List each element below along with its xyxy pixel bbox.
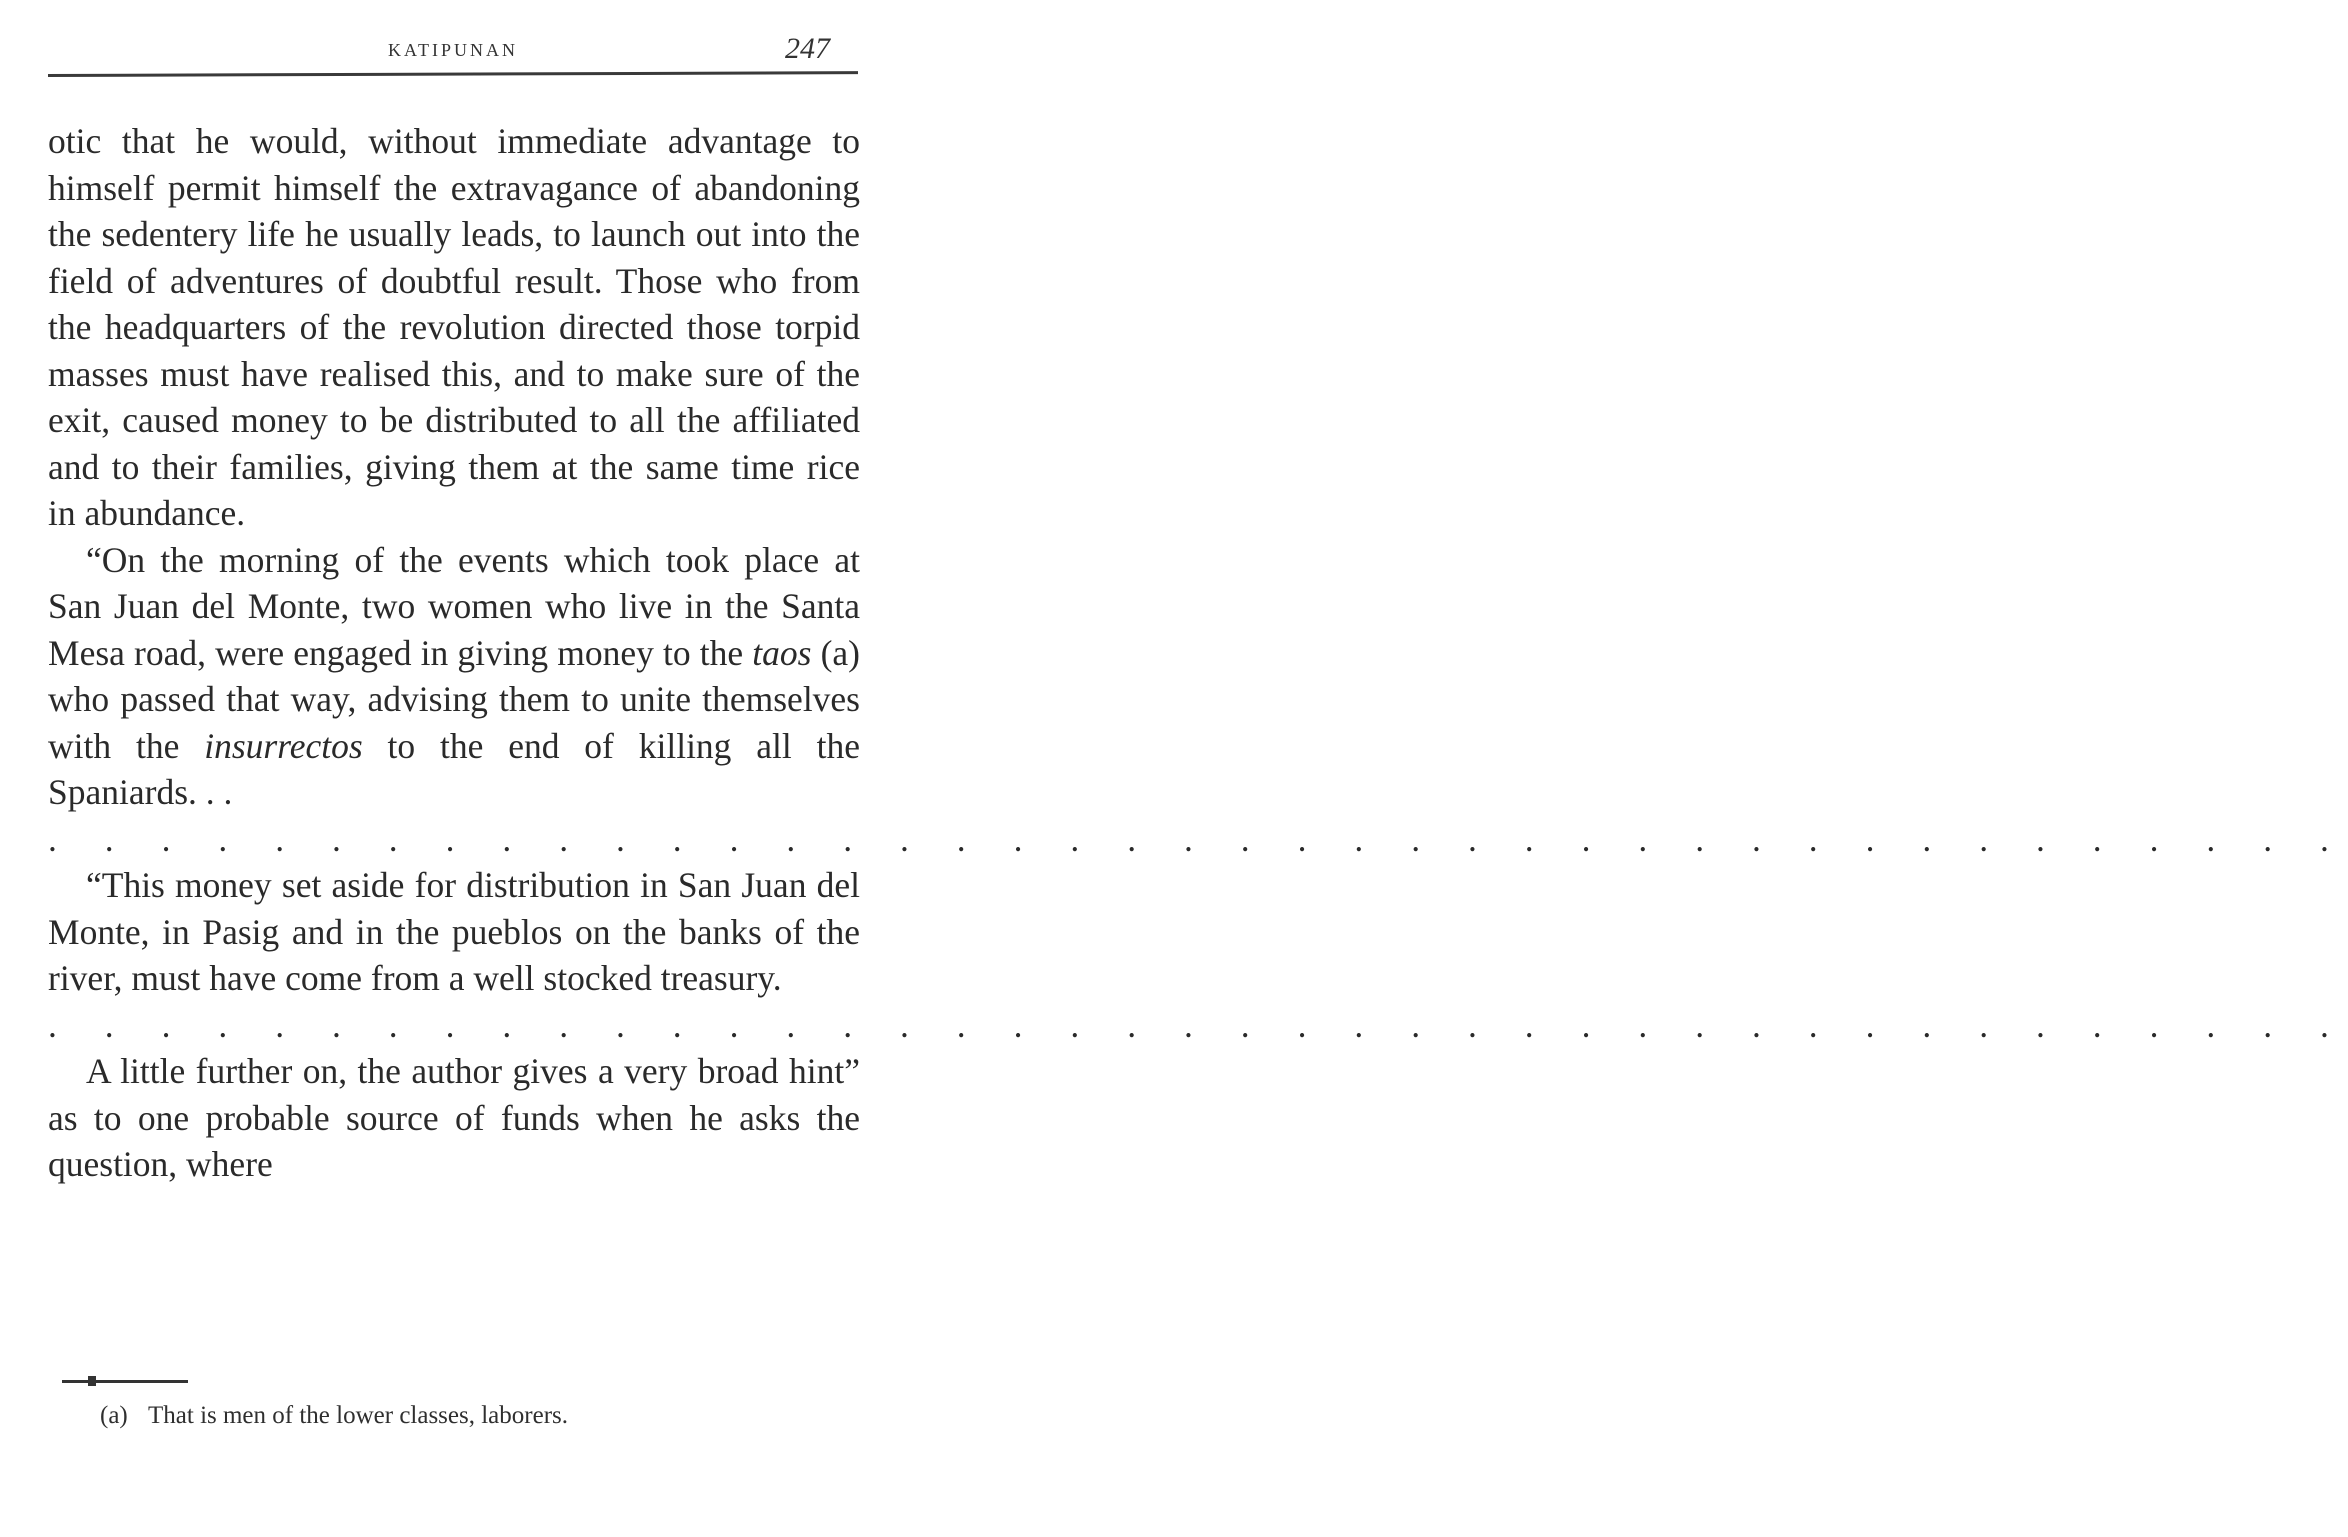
paragraph-2: [48, 537, 860, 816]
footnote-marker: (a): [100, 1402, 128, 1429]
footnote-rule: [62, 1380, 188, 1383]
running-title: KATIPUNAN: [388, 40, 518, 60]
paragraph-4: A little further on, the author gives a very broad hint as to one probable source of funds when he asks the question, where: [48, 1051, 860, 1184]
paragraph-3: [48, 862, 860, 1002]
paragraph-3-text: “This money set aside for distribution in San Juan del Monte, in Pasig and in the pueblos on the banks of the river, must have come from a well stocked treasury.: [48, 865, 860, 998]
book-page: [0, 0, 930, 1537]
running-head: [48, 22, 858, 82]
paragraph-2-text-b: (a) who passed that way, advising them to unite themselves with the: [48, 632, 861, 766]
ellipsis-row-2: [48, 1002, 860, 1091]
italic-word-taos: taos: [752, 632, 812, 673]
closing-quote: . . . ”: [844, 1051, 860, 1091]
ellipsis-row-1: [48, 816, 860, 863]
paragraph-1: otic that he would, without immediate advantage to himself permit himself the extravagance of abandoning the sedentery life he usually leads, to launch out into the field of adventures of doubtful result. Those who from the headquarters of the revolution directed those torpid masses must have realised this, and to make sure of the exit, caused money to be distributed to all the affiliated and to their families, giving them at the same time rice in abundance.: [48, 121, 860, 533]
body-text: [48, 118, 860, 1188]
italic-word-insurrectos: insurrectos: [204, 725, 363, 766]
header-rule: [48, 71, 858, 77]
paragraph-2-text-c: to the end of killing all the Spaniards. . .: [48, 725, 860, 812]
paragraph-2-text-a: “On the morning of the events which took place at San Juan del Monte, two women who live in the Santa Mesa road, were engaged in giving money to the: [48, 539, 860, 673]
footnote-rule-mark: [88, 1376, 96, 1386]
page-number: 247: [785, 32, 830, 65]
footnote-text: That is men of the lower classes, laborers.: [148, 1402, 569, 1429]
footnote: [100, 1400, 860, 1432]
